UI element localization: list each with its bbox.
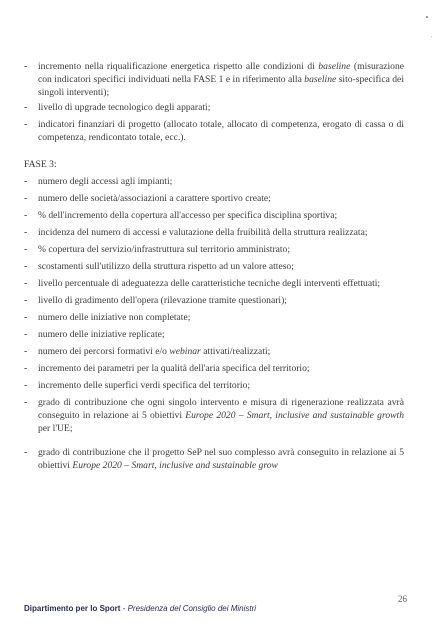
bullet-dash: - — [24, 193, 28, 204]
list-item-text: numero delle iniziative non completate; — [38, 312, 191, 323]
list-item-text: numero dei percorsi formativi e/o webinar attivati/realizzati; — [38, 346, 271, 357]
list-item-text: incremento nella riqualificazione energetica rispetto alle condizioni di baseline (misurazione con indicatori specifici individuati nella FASE 1 e in riferimento alla baseline sito-specifica dei singoli interventi); — [38, 61, 405, 99]
bullet-dash: - — [24, 397, 28, 408]
bullet-dash: - — [24, 210, 28, 221]
list-item-text: incremento dei parametri per la qualità dell'aria specifica del territorio; — [38, 363, 310, 374]
footer-presidency: Presidenza del Consiglio dei Ministri — [127, 604, 257, 613]
bullet-dash: - — [24, 329, 28, 340]
list-item-text: incidenza del numero di accessi e valutazione della fruibilità della struttura realizzata; — [38, 227, 368, 238]
list-item-text: incremento delle superfici verdi specifica del territorio; — [38, 380, 251, 391]
list-item-text: livello di gradimento dell'opera (rilevazione tramite questionari); — [38, 295, 287, 306]
bullet-dash: - — [24, 261, 28, 272]
bullet-dash: - — [24, 244, 28, 255]
list-item-text: numero delle iniziative replicate; — [38, 329, 165, 340]
list-item-text: livello di upgrade tecnologico degli apparati; — [38, 102, 211, 113]
bullet-dash: - — [24, 227, 28, 238]
list-item-text: numero delle società/associazioni a carattere sportivo create; — [38, 193, 271, 204]
bullet-dash: - — [24, 346, 28, 357]
page-footer: Dipartimento per lo Sport - Presidenza del Consiglio dei Ministri — [24, 604, 257, 613]
list-item-text: grado di contribuzione che il progetto SeP nel suo complesso avrà conseguito in relazione ai 5 obiettivi Europe 2020 – Smart, inclusive and sustainable grow — [38, 447, 404, 472]
page-number: 26 — [398, 594, 407, 604]
list-item-text: numero degli accessi agli impianti; — [38, 176, 173, 187]
list-item-text: livello percentuale di adeguatezza delle caratteristiche tecniche degli interventi effettuati; — [38, 278, 381, 289]
list-item-text: grado di contribuzione che ogni singolo intervento e misura di rigenerazione realizzata avrà conseguito in relazione ai 5 obiettivi Europe 2020 – Smart, inclusive and sustainable growth per l'UE; — [38, 397, 404, 435]
section-title: FASE 3: — [24, 159, 57, 170]
bullet-dash: - — [24, 447, 28, 458]
bullet-dash: - — [24, 61, 28, 72]
list-item-text: scostamenti sull'utilizzo della struttura rispetto ad un valore atteso; — [38, 261, 294, 272]
bullet-dash: - — [24, 119, 28, 130]
bullet-dash: - — [24, 363, 28, 374]
list-item-text: % copertura del servizio/infrastruttura sul territorio amministrato; — [38, 244, 291, 255]
bullet-dash: - — [24, 295, 28, 306]
bullet-dash: - — [24, 278, 28, 289]
footer-department: Dipartimento per lo Sport — [24, 604, 121, 613]
list-item-text: indicatori finanziari di progetto (allocato totale, allocato di competenza, erogato di cassa o di competenza, rendicontato totale, ecc.). — [38, 119, 404, 144]
bullet-dash: - — [24, 380, 28, 391]
bullet-dash: - — [24, 176, 28, 187]
list-item-text: % dell'incremento della copertura all'accesso per specifica disciplina sportiva; — [38, 210, 338, 221]
bullet-dash: - — [24, 312, 28, 323]
bullet-dash: - — [24, 102, 28, 113]
scan-speck — [431, 36, 432, 37]
scan-speck — [426, 16, 428, 18]
